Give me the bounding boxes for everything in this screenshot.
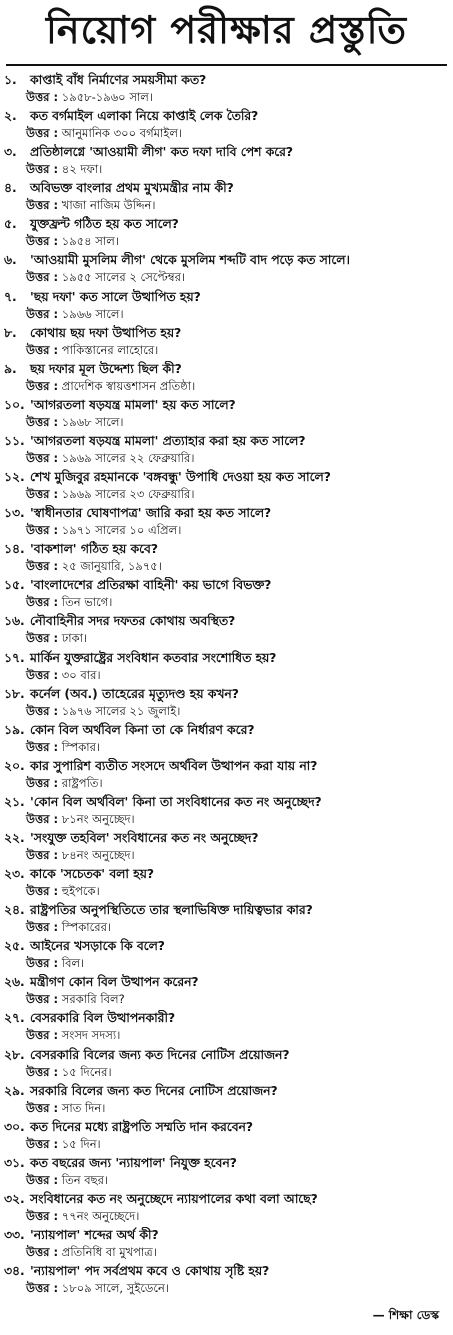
question-number: ৪.	[4, 181, 17, 196]
question-number: ১৫.	[4, 578, 25, 593]
question-text: সংবিধানের কত নং অনুচ্ছেদে ন্যায়পালের কথা বলা আছে?	[30, 1191, 318, 1206]
answer-label: উত্তর :	[26, 126, 59, 141]
question-text: নৌবাহিনীর সদর দফতর কোথায় অবস্থিত?	[30, 614, 236, 629]
answer-text: ১৯৬৬ সালে।	[61, 306, 124, 321]
answer-text: পাকিস্তানের লাহোরে।	[61, 342, 159, 357]
answer	[4, 630, 449, 647]
question-number: ১.	[4, 73, 17, 87]
answer-text: সরকারি বিল?	[61, 992, 125, 1007]
answer-label: উত্তর :	[26, 162, 59, 177]
qa-item	[4, 541, 449, 577]
answer-label: উত্তর :	[26, 378, 59, 393]
question	[4, 686, 449, 703]
answer-label: উত্তর :	[26, 920, 59, 935]
qa-item	[4, 108, 449, 144]
answer-label: উত্তর :	[26, 1136, 59, 1151]
answer-label: উত্তর :	[26, 414, 59, 429]
qa-item	[4, 866, 449, 902]
answer-text: সাত দিন।	[61, 1100, 106, 1115]
question	[4, 108, 449, 125]
answer	[4, 775, 449, 792]
answer-label: উত্তর :	[26, 595, 59, 610]
question-number: ২১.	[4, 794, 25, 809]
answer-text: ১৫ দিন।	[61, 1136, 101, 1151]
answer-label: উত্তর :	[26, 559, 59, 574]
answer-label: উত্তর :	[26, 1245, 59, 1259]
question	[4, 541, 449, 558]
qa-item	[4, 1083, 449, 1119]
question	[4, 974, 449, 991]
qa-item	[4, 686, 449, 722]
answer-label: উত্তর :	[26, 775, 59, 790]
question-number: ২৯.	[4, 1083, 25, 1098]
question-number: ২০.	[4, 758, 25, 773]
question	[4, 433, 449, 450]
answer-text: খাজা নাজিম উদ্দিন।	[61, 198, 156, 213]
answer	[4, 1280, 449, 1297]
question-text: বেসরকারি বিলের জন্য কত দিনের নোটিস প্রয়োজন?	[30, 1047, 290, 1062]
question	[4, 902, 449, 919]
answer	[4, 1027, 449, 1044]
answer	[4, 1064, 449, 1081]
question	[4, 252, 449, 269]
answer-text: স্পিকার।	[61, 739, 101, 754]
answer-text: তিন ভাগে।	[61, 595, 113, 610]
answer-text: ১৯৫৫ সালের ২ সেপ্টেম্বর।	[61, 270, 186, 285]
answer	[4, 161, 449, 178]
answer-label: উত্তর :	[26, 1172, 59, 1187]
answer-label: উত্তর :	[26, 1281, 59, 1296]
qa-item	[4, 577, 449, 613]
question	[4, 1191, 449, 1208]
question-text: কত দিনের মধ্যে রাষ্ট্রপতি সম্মতি দান করবেন?	[30, 1119, 254, 1134]
question	[4, 938, 449, 955]
question-number: ১৪.	[4, 542, 25, 557]
question-number: ২.	[4, 109, 17, 124]
answer-label: উত্তর :	[26, 703, 59, 718]
question-text: 'আগরতলা ষড়যন্ত্র মামলা' প্রত্যাহার করা হয় কত সালে?	[30, 433, 306, 448]
qa-item	[4, 397, 449, 433]
answer	[4, 594, 449, 611]
answer-text: প্রাদেশিক স্বায়ত্তশাসন প্রতিষ্ঠা।	[61, 378, 196, 393]
answer-text: ৭৭নং অনুচ্ছেদে।	[61, 1208, 140, 1223]
answer-text: ৪২ দফা।	[61, 162, 103, 177]
qa-item	[4, 1119, 449, 1155]
question	[4, 1083, 449, 1100]
answer-text: ১৯৬৯ সালের ২৩ ফেব্রুয়ারি।	[61, 487, 195, 502]
answer-text: ১৯৫৮-১৯৬০ সাল।	[61, 90, 153, 104]
question-text: অবিভক্ত বাংলার প্রথম মুখ্যমন্ত্রীর নাম কী?	[30, 181, 234, 196]
question-text: 'বাংলাদেশের প্রতিরক্ষা বাহিনী' কয় ভাগে বিভক্ত?	[30, 578, 272, 593]
question	[4, 1119, 449, 1136]
answer	[4, 991, 449, 1008]
answer-label: উত্তর :	[26, 1028, 59, 1043]
question-text: কাকে 'সচেতক' বলা হয়?	[30, 867, 155, 882]
question-number: ৩২.	[4, 1191, 25, 1206]
question	[4, 469, 449, 486]
answer-text: ১৯৬৯ সালের ২২ ফেব্রুয়ারি।	[61, 450, 195, 465]
question-text: কাপ্তাই বাঁধ নির্মাণের সময়সীমা কত?	[30, 73, 207, 87]
question-number: ৩৪.	[4, 1264, 25, 1279]
question	[4, 866, 449, 883]
answer-text: আনুমানিক ৩০০ বর্গমাইল।	[61, 126, 183, 141]
question-text: শেখ মুজিবুর রহমানকে 'বঙ্গবন্ধু' উপাধি দেওয়া হয় কত সালে?	[30, 470, 331, 485]
question	[4, 1010, 449, 1027]
answer	[4, 1208, 449, 1225]
qa-item	[4, 72, 449, 108]
question-text: 'স্বাধীনতার ঘোষণাপত্র' জারি করা হয় কত সালে?	[30, 506, 272, 521]
answer	[4, 1136, 449, 1153]
qa-item	[4, 1227, 449, 1263]
qa-item	[4, 252, 449, 288]
question	[4, 1047, 449, 1064]
answer	[4, 558, 449, 575]
question	[4, 325, 449, 342]
answer	[4, 919, 449, 936]
qa-item	[4, 1263, 449, 1299]
question-text: 'আগরতলা ষড়যন্ত্র মামলা' হয় কত সালে?	[30, 397, 236, 412]
qa-item	[4, 433, 449, 469]
question-text: কত বছরের জন্য 'ন্যায়পাল' নিযুক্ত হবেন?	[30, 1155, 237, 1170]
qa-item	[4, 1010, 449, 1046]
answer-label: উত্তর :	[26, 450, 59, 465]
answer	[4, 522, 449, 539]
question	[4, 577, 449, 594]
answer	[4, 269, 449, 286]
question-text: যুক্তফ্রন্ট গঠিত হয় কত সালে?	[30, 217, 179, 232]
answer-label: উত্তর :	[26, 667, 59, 682]
qa-item	[4, 180, 449, 216]
question-number: ৬.	[4, 253, 17, 268]
answer	[4, 1100, 449, 1117]
answer-text: তিন বছর।	[61, 1172, 109, 1187]
question-number: ৭.	[4, 289, 17, 304]
question-text: বেসরকারি বিল উত্থাপনকারী?	[30, 1011, 176, 1026]
answer-text: ৮১নং অনুচ্ছেদ।	[61, 811, 135, 826]
answer-text: হুইপকে।	[61, 884, 100, 899]
question-number: ৩০.	[4, 1119, 25, 1134]
question-text: 'ন্যায়পাল' পদ সর্বপ্রথম কবে ও কোথায় সৃষ্টি হয়?	[30, 1264, 270, 1279]
question	[4, 144, 449, 161]
question	[4, 397, 449, 414]
answer-label: উত্তর :	[26, 342, 59, 357]
answer-text: ১৯৭৬ সালের ২১ জুলাই।	[61, 703, 181, 718]
question-number: ১৬.	[4, 614, 25, 629]
answer-label: উত্তর :	[26, 234, 59, 249]
question-text: 'আওয়ামী মুসলিম লীগ' থেকে মুসলিম শব্দটি বাদ পড়ে কত সালে।	[30, 253, 350, 268]
qa-item	[4, 1191, 449, 1227]
answer-text: ১৫ দিনের।	[61, 1064, 112, 1079]
question-text: 'কোন বিল অর্থবিল' কিনা তা সংবিধানের কত নং অনুচ্ছেদ?	[30, 794, 322, 809]
answer	[4, 847, 449, 864]
question-number: ৩.	[4, 145, 17, 160]
question-number: ১৮.	[4, 686, 25, 701]
question-number: ৮.	[4, 325, 17, 340]
answer-text: ২৫ জানুয়ারি, ১৯৭৫।	[61, 559, 162, 574]
answer-label: উত্তর :	[26, 847, 59, 862]
qa-item	[4, 938, 449, 974]
question-number: ২৪.	[4, 903, 25, 918]
answer-text: ৮৪নং অনুচ্ছেদ।	[61, 847, 135, 862]
answer-text: ঢাকা।	[61, 631, 88, 646]
question-text: 'ছয় দফা' কত সালে উত্থাপিত হয়?	[30, 289, 201, 304]
qa-item	[4, 216, 449, 252]
question-text: প্রতিষ্ঠালগ্নে 'আওয়ামী লীগ' কত দফা দাবি পেশ করে?	[30, 145, 294, 160]
question-text: কত বর্গমাইল এলাকা নিয়ে কাপ্তাই লেক তৈরি?	[30, 109, 259, 124]
question-number: ১২.	[4, 470, 25, 485]
qa-item	[4, 974, 449, 1010]
qa-item	[4, 144, 449, 180]
question-text: 'সংযুক্ত তহবিল' সংবিধানের কত নং অনুচ্ছেদ?	[30, 830, 259, 845]
answer	[4, 378, 449, 395]
answer	[4, 667, 449, 684]
qa-item	[4, 361, 449, 397]
question	[4, 722, 449, 739]
answer	[4, 883, 449, 900]
question-number: ১৩.	[4, 506, 25, 521]
answer	[4, 414, 449, 431]
question	[4, 758, 449, 775]
answer-label: উত্তর :	[26, 306, 59, 321]
question	[4, 1263, 449, 1280]
answer	[4, 306, 449, 323]
question	[4, 72, 449, 89]
question	[4, 613, 449, 630]
question-text: রাষ্ট্রপতির অনুপস্থিতিতে তার স্থলাভিষিক্ত দায়িত্বভার কার?	[30, 903, 313, 918]
answer-label: উত্তর :	[26, 487, 59, 502]
qa-item	[4, 469, 449, 505]
answer-text: ১৮০৯ সালে, সুইডেনে।	[61, 1281, 169, 1296]
qa-item	[4, 1047, 449, 1083]
question	[4, 794, 449, 811]
question-text: ছয় দফার মূল উদ্দেশ্য ছিল কী?	[30, 361, 182, 376]
question-text: আইনের খসড়াকে কি বলে?	[30, 939, 165, 954]
answer-text: সংসদ সদস্য।	[61, 1028, 121, 1043]
question-number: ১১.	[4, 433, 25, 448]
answer	[4, 739, 449, 756]
question-number: ২২.	[4, 830, 25, 845]
page-title: নিয়োগ পরীক্ষার প্রস্তুতি	[46, 7, 407, 52]
question	[4, 289, 449, 306]
answer	[4, 342, 449, 359]
answer	[4, 811, 449, 828]
answer-label: উত্তর :	[26, 198, 59, 213]
question	[4, 180, 449, 197]
question-text: কোন বিল অর্থবিল কিনা তা কে নির্ধারণ করে?	[30, 722, 255, 737]
question	[4, 505, 449, 522]
answer-label: উত্তর :	[26, 884, 59, 899]
question-text: কার সুপারিশ ব্যতীত সংসদে অর্থবিল উত্থাপন করা যায় না?	[30, 758, 318, 773]
question-text: কর্নেল (অব.) তাহেরের মৃত্যুদণ্ড হয় কখন?	[30, 686, 239, 701]
answer	[4, 955, 449, 972]
answer	[4, 89, 449, 106]
qa-item	[4, 505, 449, 541]
answer-label: উত্তর :	[26, 1100, 59, 1115]
qa-item	[4, 902, 449, 938]
question-number: ২৬.	[4, 975, 25, 990]
question	[4, 1227, 449, 1244]
answer-label: উত্তর :	[26, 739, 59, 754]
qa-item	[4, 830, 449, 866]
answer	[4, 125, 449, 142]
question-text: সরকারি বিলের জন্য কত দিনের নোটিস প্রয়োজন?	[30, 1083, 278, 1098]
answer	[4, 1172, 449, 1189]
answer-label: উত্তর :	[26, 631, 59, 646]
answer-label: উত্তর :	[26, 270, 59, 285]
answer-label: উত্তর :	[26, 1208, 59, 1223]
question	[4, 361, 449, 378]
question-text: 'বাকশাল' গঠিত হয় কবে?	[30, 542, 158, 557]
answer-text: রাষ্ট্রপতি।	[61, 775, 103, 790]
qa-item	[4, 289, 449, 325]
answer	[4, 1244, 449, 1261]
question-text: কোথায় ছয় দফা উত্থাপিত হয়?	[30, 325, 182, 340]
question-number: ২৮.	[4, 1047, 25, 1062]
qa-list	[4, 72, 449, 1299]
question-number: ৩১.	[4, 1155, 25, 1170]
answer-text: বিল।	[61, 956, 85, 971]
question-text: 'ন্যায়পাল' শব্দের অর্থ কী?	[30, 1228, 159, 1242]
qa-item	[4, 650, 449, 686]
question-number: ২৫.	[4, 939, 25, 954]
answer-label: উত্তর :	[26, 811, 59, 826]
question-text: মার্কিন যুক্তরাষ্ট্রের সংবিধান কতবার সংশোধিত হয়?	[30, 650, 277, 665]
answer-label: উত্তর :	[26, 90, 59, 104]
answer	[4, 703, 449, 720]
title-divider	[6, 64, 447, 66]
question-number: ২৭.	[4, 1011, 25, 1026]
question	[4, 1155, 449, 1172]
qa-item	[4, 758, 449, 794]
byline: — শিক্ষা ডেস্ক	[372, 1308, 439, 1322]
answer-label: উত্তর :	[26, 956, 59, 971]
question-number: ৯.	[4, 361, 17, 376]
question-number: ৩৩.	[4, 1228, 25, 1242]
answer	[4, 233, 449, 250]
question-number: ৫.	[4, 217, 17, 232]
qa-item	[4, 325, 449, 361]
question	[4, 216, 449, 233]
qa-item	[4, 722, 449, 758]
question-text: মন্ত্রীগণ কোন বিল উত্থাপন করেন?	[30, 975, 199, 990]
question	[4, 830, 449, 847]
answer-label: উত্তর :	[26, 1064, 59, 1079]
answer	[4, 197, 449, 214]
question-number: ১৭.	[4, 650, 25, 665]
question-number: ১৯.	[4, 722, 25, 737]
qa-item	[4, 794, 449, 830]
answer-label: উত্তর :	[26, 523, 59, 538]
answer-label: উত্তর :	[26, 992, 59, 1007]
answer	[4, 450, 449, 467]
answer-text: স্পিকারের।	[61, 920, 112, 935]
qa-item	[4, 1155, 449, 1191]
question-number: ১০.	[4, 397, 25, 412]
answer-text: ৩০ বার।	[61, 667, 101, 682]
question-number: ২৩.	[4, 867, 25, 882]
answer-text: ১৯৫৪ সাল।	[61, 234, 119, 249]
question	[4, 650, 449, 667]
qa-item	[4, 613, 449, 649]
answer-text: প্রতিনিধি বা মুখপাত্র।	[61, 1245, 157, 1259]
answer-text: ১৯৬৮ সালে।	[61, 414, 124, 429]
answer	[4, 486, 449, 503]
answer-text: ১৯৭১ সালের ১০ এপ্রিল।	[61, 523, 182, 538]
